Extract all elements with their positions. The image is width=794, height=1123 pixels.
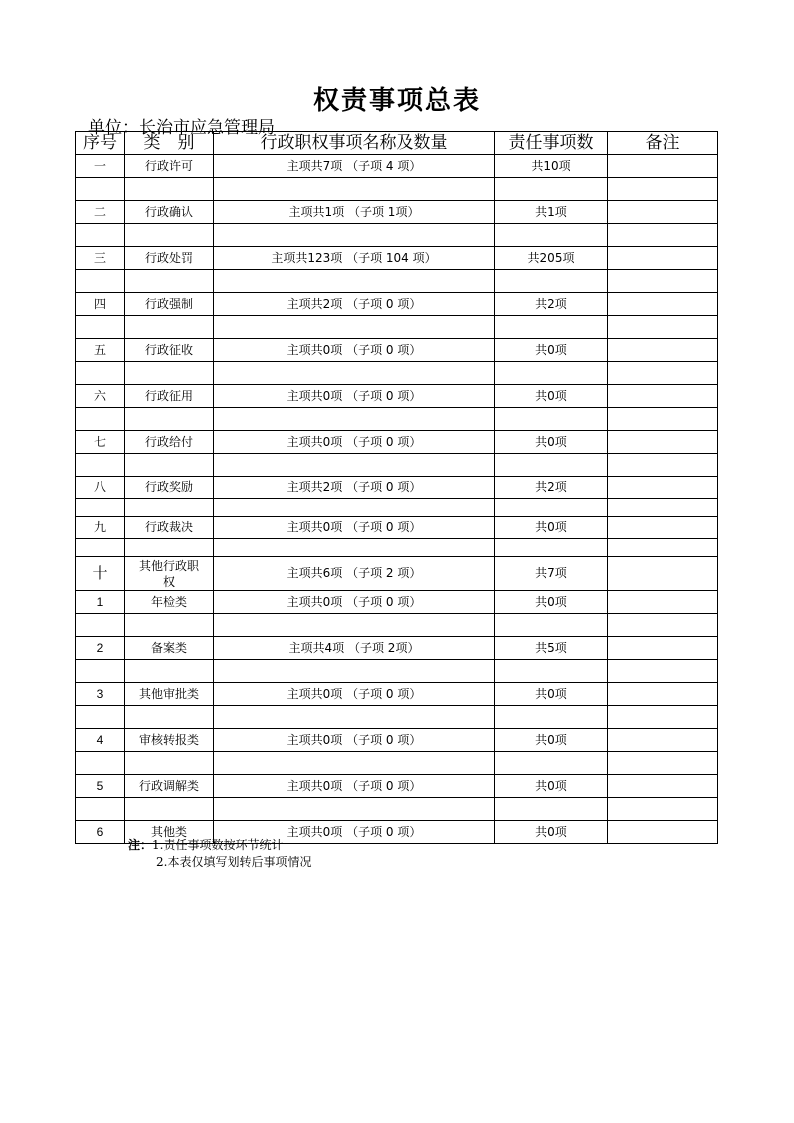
row-duties: 共0项 xyxy=(495,431,608,454)
blank-cell xyxy=(214,408,495,431)
blank-cell xyxy=(125,408,214,431)
blank-cell xyxy=(608,454,718,477)
table-row xyxy=(76,247,718,270)
row-duties: 共205项 xyxy=(495,247,608,270)
blank-cell xyxy=(125,454,214,477)
row-no: 1 xyxy=(76,591,125,614)
row-items: 主项共0项 （子项 0 项） xyxy=(214,821,495,844)
row-no: 4 xyxy=(76,729,125,752)
page-title: 权责事项总表 xyxy=(312,86,481,116)
row-no: 2 xyxy=(76,637,125,660)
row-no: 八 xyxy=(76,477,125,499)
row-category: 行政调解类 xyxy=(125,775,214,798)
row-items: 主项共0项 （子项 0 项） xyxy=(214,385,495,408)
row-note xyxy=(608,775,718,798)
blank-cell xyxy=(608,499,718,517)
table-body xyxy=(76,155,718,844)
row-note xyxy=(608,821,718,844)
row-items: 主项共0项 （子项 0 项） xyxy=(214,339,495,362)
table-row xyxy=(76,683,718,706)
row-duties: 共0项 xyxy=(495,821,608,844)
blank-cell xyxy=(125,178,214,201)
row-no: 3 xyxy=(76,683,125,706)
table-row xyxy=(76,729,718,752)
row-category: 行政奖励 xyxy=(125,477,214,499)
blank-cell xyxy=(214,499,495,517)
blank-cell xyxy=(495,224,608,247)
blank-cell xyxy=(76,270,125,293)
blank-cell xyxy=(76,798,125,821)
row-duties: 共5项 xyxy=(495,637,608,660)
row-category: 行政确认 xyxy=(125,201,214,224)
blank-cell xyxy=(608,798,718,821)
row-duties: 共0项 xyxy=(495,775,608,798)
summary-table xyxy=(75,131,718,844)
note-line-2: 2.本表仅填写划转后事项情况 xyxy=(156,855,312,869)
blank-cell xyxy=(76,752,125,775)
row-items: 主项共1项 （子项 1项） xyxy=(214,201,495,224)
row-duties: 共10项 xyxy=(495,155,608,178)
blank-cell xyxy=(214,614,495,637)
row-duties: 共7项 xyxy=(495,557,608,591)
row-no: 5 xyxy=(76,775,125,798)
blank-cell xyxy=(125,270,214,293)
table-row xyxy=(76,293,718,316)
blank-cell xyxy=(214,316,495,339)
blank-row xyxy=(76,454,718,477)
row-duties: 共2项 xyxy=(495,293,608,316)
row-category: 审核转报类 xyxy=(125,729,214,752)
row-category: 其他审批类 xyxy=(125,683,214,706)
row-no: 四 xyxy=(76,293,125,316)
blank-row xyxy=(76,798,718,821)
table-row xyxy=(76,557,718,591)
blank-row xyxy=(76,706,718,729)
row-category: 行政许可 xyxy=(125,155,214,178)
blank-cell xyxy=(495,270,608,293)
blank-cell xyxy=(125,316,214,339)
blank-cell xyxy=(125,539,214,557)
row-note xyxy=(608,385,718,408)
blank-row xyxy=(76,499,718,517)
header-no: 序号 xyxy=(76,132,125,155)
row-note xyxy=(608,155,718,178)
blank-cell xyxy=(214,224,495,247)
blank-cell xyxy=(495,316,608,339)
blank-cell xyxy=(608,660,718,683)
row-category: 备案类 xyxy=(125,637,214,660)
blank-row xyxy=(76,408,718,431)
blank-cell xyxy=(495,362,608,385)
row-no: 六 xyxy=(76,385,125,408)
row-no: 五 xyxy=(76,339,125,362)
table-row xyxy=(76,385,718,408)
row-items: 主项共2项 （子项 0 项） xyxy=(214,477,495,499)
blank-cell xyxy=(76,706,125,729)
blank-row xyxy=(76,270,718,293)
row-duties: 共0项 xyxy=(495,517,608,539)
row-note xyxy=(608,431,718,454)
unit-label: 单位：长治市应急管理局 xyxy=(88,118,275,138)
row-no: 九 xyxy=(76,517,125,539)
blank-row xyxy=(76,614,718,637)
notes xyxy=(128,837,311,871)
row-duties: 共0项 xyxy=(495,385,608,408)
blank-cell xyxy=(125,752,214,775)
row-note xyxy=(608,557,718,591)
blank-cell xyxy=(495,706,608,729)
blank-cell xyxy=(608,316,718,339)
header-note: 备注 xyxy=(608,132,718,155)
row-items: 主项共6项 （子项 2 项） xyxy=(214,557,495,591)
row-items: 主项共7项 （子项 4 项） xyxy=(214,155,495,178)
blank-cell xyxy=(76,660,125,683)
table-row xyxy=(76,431,718,454)
row-duties: 共0项 xyxy=(495,683,608,706)
blank-row xyxy=(76,752,718,775)
blank-row xyxy=(76,539,718,557)
note-line-1: 1.责任事项数按环节统计 xyxy=(152,838,284,852)
blank-row xyxy=(76,316,718,339)
row-no: 一 xyxy=(76,155,125,178)
row-note xyxy=(608,517,718,539)
blank-cell xyxy=(214,660,495,683)
row-items: 主项共0项 （子项 0 项） xyxy=(214,517,495,539)
blank-cell xyxy=(214,178,495,201)
row-items: 主项共2项 （子项 0 项） xyxy=(214,293,495,316)
blank-cell xyxy=(608,614,718,637)
blank-row xyxy=(76,178,718,201)
row-note xyxy=(608,247,718,270)
row-note xyxy=(608,477,718,499)
row-note xyxy=(608,729,718,752)
row-note xyxy=(608,339,718,362)
row-items: 主项共0项 （子项 0 项） xyxy=(214,591,495,614)
blank-cell xyxy=(495,499,608,517)
blank-cell xyxy=(125,660,214,683)
row-duties: 共0项 xyxy=(495,591,608,614)
blank-cell xyxy=(125,614,214,637)
notes-label: 注： xyxy=(128,838,153,852)
blank-cell xyxy=(214,270,495,293)
blank-cell xyxy=(214,752,495,775)
header-duties: 责任事项数 xyxy=(495,132,608,155)
row-category: 行政给付 xyxy=(125,431,214,454)
blank-cell xyxy=(76,614,125,637)
row-duties: 共1项 xyxy=(495,201,608,224)
blank-cell xyxy=(214,454,495,477)
row-items: 主项共0项 （子项 0 项） xyxy=(214,775,495,798)
blank-cell xyxy=(495,454,608,477)
blank-cell xyxy=(214,798,495,821)
blank-row xyxy=(76,660,718,683)
row-duties: 共0项 xyxy=(495,729,608,752)
row-no: 三 xyxy=(76,247,125,270)
blank-cell xyxy=(125,224,214,247)
row-note xyxy=(608,683,718,706)
blank-cell xyxy=(125,706,214,729)
table-header-row xyxy=(76,132,718,155)
blank-cell xyxy=(608,408,718,431)
blank-cell xyxy=(214,706,495,729)
header-category: 类 别 xyxy=(125,132,214,155)
row-category: 年检类 xyxy=(125,591,214,614)
row-items: 主项共0项 （子项 0 项） xyxy=(214,431,495,454)
row-note xyxy=(608,637,718,660)
row-duties: 共2项 xyxy=(495,477,608,499)
row-items: 主项共0项 （子项 0 项） xyxy=(214,729,495,752)
table-row xyxy=(76,517,718,539)
row-note xyxy=(608,293,718,316)
row-category: 行政征用 xyxy=(125,385,214,408)
blank-cell xyxy=(76,499,125,517)
blank-cell xyxy=(495,178,608,201)
blank-cell xyxy=(214,539,495,557)
blank-cell xyxy=(76,454,125,477)
table-row xyxy=(76,477,718,499)
row-category: 其他类 xyxy=(125,821,214,844)
blank-cell xyxy=(76,316,125,339)
row-no: 十 xyxy=(76,557,125,591)
row-category: 行政征收 xyxy=(125,339,214,362)
row-note xyxy=(608,201,718,224)
blank-cell xyxy=(495,614,608,637)
blank-cell xyxy=(125,499,214,517)
row-items: 主项共123项 （子项 104 项） xyxy=(214,247,495,270)
blank-cell xyxy=(608,224,718,247)
table-row xyxy=(76,339,718,362)
blank-cell xyxy=(608,752,718,775)
blank-cell xyxy=(495,539,608,557)
table-row xyxy=(76,201,718,224)
table-row xyxy=(76,591,718,614)
row-category: 行政处罚 xyxy=(125,247,214,270)
table-row xyxy=(76,775,718,798)
blank-row xyxy=(76,224,718,247)
blank-cell xyxy=(495,752,608,775)
header-items: 行政职权事项名称及数量 xyxy=(214,132,495,155)
blank-cell xyxy=(608,178,718,201)
row-no: 二 xyxy=(76,201,125,224)
blank-cell xyxy=(76,362,125,385)
blank-cell xyxy=(125,362,214,385)
row-no: 七 xyxy=(76,431,125,454)
row-category: 行政裁决 xyxy=(125,517,214,539)
blank-cell xyxy=(495,408,608,431)
row-category: 行政强制 xyxy=(125,293,214,316)
blank-cell xyxy=(608,706,718,729)
row-category: 其他行政职权 xyxy=(125,557,214,591)
blank-cell xyxy=(76,178,125,201)
row-note xyxy=(608,591,718,614)
row-no: 6 xyxy=(76,821,125,844)
blank-cell xyxy=(608,362,718,385)
blank-cell xyxy=(214,362,495,385)
table-row xyxy=(76,637,718,660)
blank-cell xyxy=(76,539,125,557)
blank-cell xyxy=(125,798,214,821)
blank-cell xyxy=(495,798,608,821)
blank-cell xyxy=(76,224,125,247)
blank-row xyxy=(76,362,718,385)
blank-cell xyxy=(608,270,718,293)
row-items: 主项共4项 （子项 2项） xyxy=(214,637,495,660)
row-duties: 共0项 xyxy=(495,339,608,362)
row-items: 主项共0项 （子项 0 项） xyxy=(214,683,495,706)
blank-cell xyxy=(608,539,718,557)
blank-cell xyxy=(76,408,125,431)
blank-cell xyxy=(495,660,608,683)
table-row xyxy=(76,155,718,178)
